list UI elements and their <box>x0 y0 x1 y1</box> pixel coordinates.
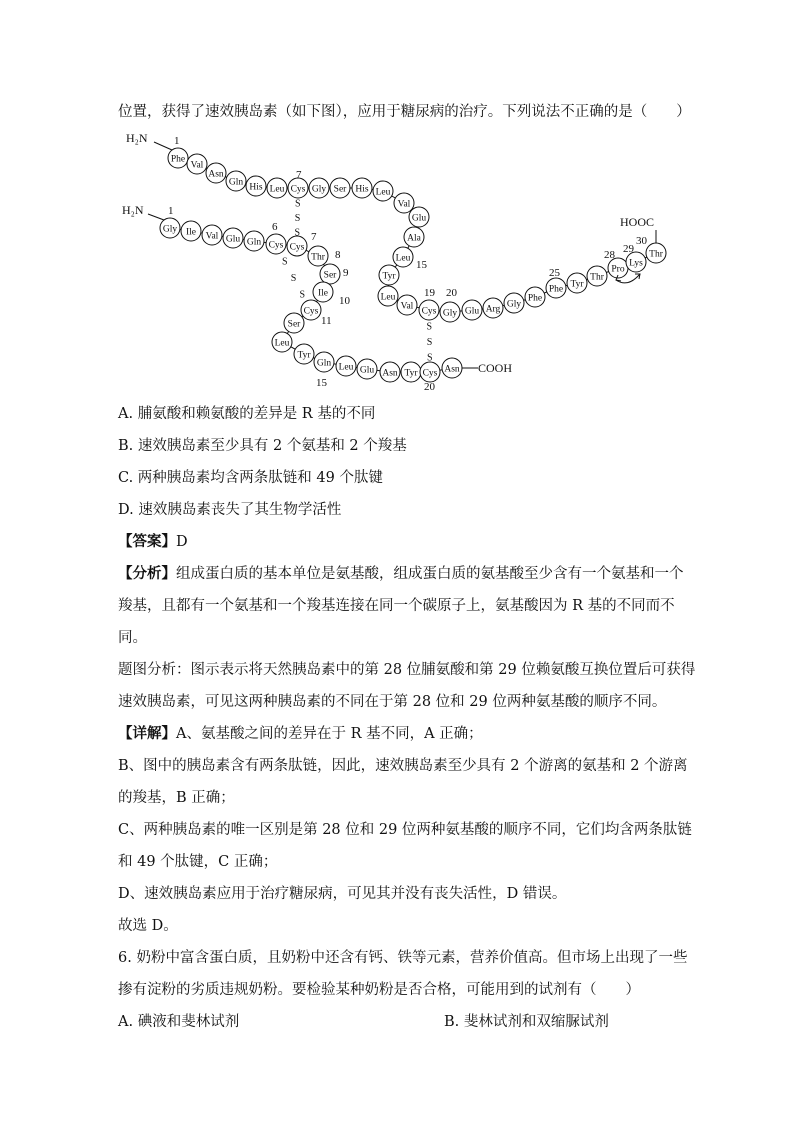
chain-a-number-7: 7 <box>311 231 317 243</box>
chain-b-residue-16 <box>379 265 399 285</box>
question-6-option-b: B. 斐林试剂和双缩脲试剂 <box>444 1014 609 1030</box>
option-c: C. 两种胰岛素均含两条肽链和 49 个肽键 <box>118 470 383 486</box>
svg-text:Glu: Glu <box>464 306 480 317</box>
chain-a-number-8: 8 <box>335 249 341 261</box>
chain-b-residue-22 <box>483 298 503 318</box>
detail-line-6: D、速效胰岛素应用于治疗糖尿病，可见其并没有丧失活性，D 错误。 <box>118 886 567 902</box>
chain-b-number-28: 28 <box>604 249 615 261</box>
analysis-line-3: 同。 <box>118 630 147 646</box>
svg-text:S: S <box>426 352 433 364</box>
chain-a-residue-6 <box>266 234 286 254</box>
svg-text:Leu: Leu <box>395 253 411 264</box>
disulfide-b7-a7 <box>294 199 300 239</box>
question-6-option-a: A. 碘液和斐林试剂 <box>118 1014 240 1030</box>
chain-b-residue-15 <box>393 247 413 267</box>
chain-b-number-7: 7 <box>296 169 302 181</box>
svg-text:Asn: Asn <box>444 364 460 375</box>
svg-text:Glu: Glu <box>411 213 427 224</box>
svg-text:Cys: Cys <box>422 368 438 379</box>
chain-b-residue-25 <box>546 278 566 298</box>
analysis-text: 组成蛋白质的基本单位是氨基酸，组成蛋白质的氨基酸至少含有一个氨基和一个 <box>176 566 684 582</box>
chain-b-residue-12 <box>394 193 414 213</box>
chain-b-number-29: 29 <box>623 243 634 255</box>
analysis-line-5: 速效胰岛素，可见这两种胰岛素的不同在于第 28 位和 29 位两种氨基酸的顺序不同。 <box>118 694 667 710</box>
chain-b-number-20: 20 <box>446 287 457 299</box>
svg-text:Val: Val <box>397 199 411 210</box>
svg-text:S: S <box>294 198 301 210</box>
chain-a-residue-1 <box>160 218 180 238</box>
answer-value: D <box>176 534 188 550</box>
chain-b-residue-14 <box>404 227 424 247</box>
question-6-line-1: 6. 奶粉中富含蛋白质，且奶粉中还含有钙、铁等元素，营养价值高。但市场上出现了一些 <box>118 950 688 966</box>
svg-text:Cys: Cys <box>289 242 305 253</box>
chain-a-residue-21 <box>442 358 462 378</box>
chain-a-number-15: 15 <box>316 377 327 389</box>
chain-a-residue-4 <box>223 228 243 248</box>
option-b: B. 速效胰岛素至少具有 2 个氨基和 2 个羧基 <box>118 438 407 454</box>
svg-text:His: His <box>355 184 369 195</box>
svg-text:S: S <box>299 289 306 301</box>
svg-text:Leu: Leu <box>338 362 354 373</box>
svg-text:Glu: Glu <box>359 365 375 376</box>
chain-a-residue-17 <box>357 359 377 379</box>
detail-line-2: B、图中的胰岛素含有两条肽链，因此，速效胰岛素至少具有 2 个游离的氨基和 2 个游离 <box>118 758 688 774</box>
chain-b-residue-17 <box>378 286 398 306</box>
answer-label: 【答案】 <box>118 533 176 550</box>
svg-text:Cys: Cys <box>290 184 306 195</box>
chain-a-n-terminus-bond <box>148 214 164 220</box>
option-a: A. 脯氨酸和赖氨酸的差异是 R 基的不同 <box>118 406 376 422</box>
answer-line <box>118 532 188 552</box>
chain-a-n-terminus: H₂N <box>122 203 144 217</box>
svg-text:Leu: Leu <box>375 187 391 198</box>
detail-text: A、氨基酸之间的差异在于 R 基不同，A 正确； <box>176 726 483 742</box>
svg-text:Gly: Gly <box>442 308 458 319</box>
svg-text:S: S <box>426 337 433 348</box>
chain-b-residue-24 <box>525 287 545 307</box>
svg-text:Gln: Gln <box>228 177 244 188</box>
chain-b-residue-21 <box>462 300 482 320</box>
chain-a-number-6: 6 <box>272 221 278 233</box>
chain-b-residue-27 <box>587 266 607 286</box>
svg-text:Ser: Ser <box>323 270 337 281</box>
chain-a-residue-8 <box>308 246 328 266</box>
chain-b-residue-23 <box>504 293 524 313</box>
chain-a-residue-10 <box>313 282 333 302</box>
detail-label: 【详解】 <box>118 725 176 742</box>
chain-a-residue-12 <box>284 313 304 333</box>
disulfide-a6-a11 <box>282 257 305 301</box>
chain-b-c-terminus: HOOC <box>620 215 655 229</box>
svg-text:Ile: Ile <box>317 288 329 299</box>
chain-b-residue-9 <box>330 178 350 198</box>
chain-a-residue-11 <box>301 300 321 320</box>
svg-text:Gly: Gly <box>311 184 327 195</box>
svg-text:Phe: Phe <box>527 293 543 304</box>
chain-a-number-20: 20 <box>424 381 435 393</box>
chain-a-residue-3 <box>202 225 222 245</box>
insulin-structure-diagram <box>118 128 678 400</box>
chain-a-residue-19 <box>401 362 421 382</box>
svg-text:Gln: Gln <box>246 237 262 248</box>
detail-line-5: 和 49 个肽键，C 正确； <box>118 854 278 870</box>
question-6-line-2: 掺有淀粉的劣质违规奶粉。要检验某种奶粉是否合格，可能用到的试剂有（ ） <box>118 982 640 998</box>
chain-a-residue-5 <box>244 231 264 251</box>
svg-text:Phe: Phe <box>170 154 186 165</box>
chain-a-residue-16 <box>336 356 356 376</box>
svg-text:Leu: Leu <box>269 184 285 195</box>
chain-b-residue-2 <box>187 154 207 174</box>
conclusion: 故选 D。 <box>118 918 178 934</box>
analysis-line-4: 题图分析：图示表示将天然胰岛素中的第 28 位脯氨酸和第 29 位赖氨酸互换位置后可获得 <box>118 662 696 678</box>
svg-text:Thr: Thr <box>590 272 604 283</box>
svg-text:Val: Val <box>190 160 204 171</box>
svg-text:Pro: Pro <box>611 264 625 275</box>
chain-a-residue-13 <box>272 332 292 352</box>
svg-text:S: S <box>426 321 433 333</box>
chain-b-residue-4 <box>226 171 246 191</box>
chain-b-n-terminus: H₂N <box>126 131 148 145</box>
chain-b-residue-10 <box>352 178 372 198</box>
chain-a-number-11: 11 <box>321 315 332 327</box>
svg-text:Cys: Cys <box>421 306 437 317</box>
svg-text:Lys: Lys <box>629 258 643 269</box>
analysis-line-1 <box>118 564 684 584</box>
chain-b-residue-26 <box>567 273 587 293</box>
chain-b-residue-7 <box>288 178 308 198</box>
svg-text:S: S <box>281 256 288 268</box>
detail-line-4: C、两种胰岛素的唯一区别是第 28 位和 29 位两种氨基酸的顺序不同，它们均含两条肽链 <box>118 822 692 838</box>
chain-a-number-10: 10 <box>339 295 350 307</box>
chain-b-residue-5 <box>246 176 266 196</box>
chain-b-residue-1 <box>168 148 188 168</box>
chain-b-number-25: 25 <box>549 267 560 279</box>
chain-b-n-terminus-bond <box>154 142 172 150</box>
option-d: D. 速效胰岛素丧失了其生物学活性 <box>118 502 342 518</box>
chain-b-residue-19 <box>419 300 439 320</box>
svg-text:Cys: Cys <box>303 306 319 317</box>
chain-b-residue-13 <box>409 207 429 227</box>
svg-text:Leu: Leu <box>380 292 396 303</box>
svg-text:Val: Val <box>400 301 414 312</box>
chain-b-residue-30 <box>646 243 666 263</box>
analysis-line-2: 羧基，且都有一个氨基和一个羧基连接在同一个碳原子上，氨基酸因为 R 基的不同而不 <box>118 598 675 614</box>
chain-a-residue-18 <box>380 362 400 382</box>
chain-b-residue-11 <box>373 181 393 201</box>
intro-line: 位置，获得了速效胰岛素（如下图），应用于糖尿病的治疗。下列说法不正确的是（ ） <box>118 104 691 120</box>
chain-a-c-terminus: COOH <box>478 361 513 375</box>
svg-text:Leu: Leu <box>274 338 290 349</box>
svg-text:Tyr: Tyr <box>404 368 418 379</box>
chain-a-number-9: 9 <box>343 267 349 279</box>
chain-b-number-1: 1 <box>174 135 180 147</box>
svg-text:Tyr: Tyr <box>297 350 311 361</box>
chain-a-residue-7 <box>287 236 307 256</box>
svg-text:Val: Val <box>205 231 219 242</box>
chain-a-number-1: 1 <box>168 205 174 217</box>
disulfide-b19-a20 <box>426 322 432 364</box>
chain-b-residue-3 <box>206 163 226 183</box>
chain-a-residue-20 <box>420 362 440 382</box>
svg-text:Gly: Gly <box>506 299 522 310</box>
svg-text:Gly: Gly <box>162 224 178 235</box>
chain-b-number-30: 30 <box>636 235 647 247</box>
svg-text:His: His <box>249 182 263 193</box>
svg-text:Phe: Phe <box>548 284 564 295</box>
svg-text:Ser: Ser <box>287 319 301 330</box>
svg-text:Asn: Asn <box>382 368 398 379</box>
detail-line-1 <box>118 724 483 744</box>
chain-b-number-19: 19 <box>424 287 435 299</box>
svg-text:Tyr: Tyr <box>382 271 396 282</box>
chain-a-residue-2 <box>181 221 201 241</box>
svg-text:Ser: Ser <box>333 184 347 195</box>
chain-a-residue-14 <box>294 344 314 364</box>
svg-text:Tyr: Tyr <box>570 279 584 290</box>
analysis-label: 【分析】 <box>118 565 176 582</box>
detail-line-3: 的羧基，B 正确； <box>118 790 235 806</box>
svg-text:S: S <box>294 213 301 224</box>
svg-text:Ile: Ile <box>185 227 197 238</box>
svg-text:Cys: Cys <box>268 240 284 251</box>
chain-b-number-15: 15 <box>416 259 427 271</box>
svg-text:Asn: Asn <box>208 169 224 180</box>
chain-b-residue-6 <box>267 178 287 198</box>
svg-text:Glu: Glu <box>225 234 241 245</box>
svg-text:S: S <box>290 273 297 284</box>
chain-b-residue-18 <box>397 295 417 315</box>
svg-text:Thr: Thr <box>311 252 325 263</box>
svg-text:S: S <box>294 227 301 239</box>
chain-b-residue-20 <box>440 302 460 322</box>
chain-b-residue-8 <box>309 178 329 198</box>
svg-text:Arg: Arg <box>485 304 501 315</box>
svg-text:Thr: Thr <box>649 249 663 260</box>
svg-text:Ala: Ala <box>407 233 421 244</box>
chain-a-residue-9 <box>320 264 340 284</box>
chain-a-residue-15 <box>314 352 334 372</box>
svg-text:Gln: Gln <box>316 358 332 369</box>
chain-b-residue-29 <box>626 252 646 272</box>
